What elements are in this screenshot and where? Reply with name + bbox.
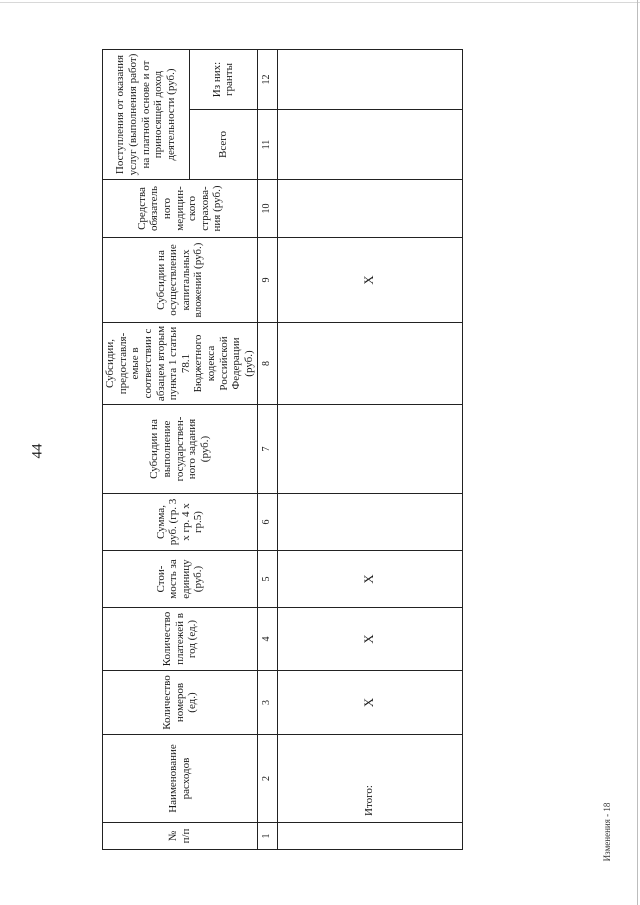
col-number: 10: [257, 180, 277, 238]
total-empty-num: [277, 823, 462, 850]
header-unit-cost: Стои-мость за единицу (руб.): [103, 551, 258, 608]
col-number: 8: [257, 323, 277, 405]
col-number: 4: [257, 608, 277, 671]
header-payments-per-year: Количество платежей в год (ед.): [103, 608, 258, 671]
footer-changes-note: Изменения - 18: [602, 802, 612, 862]
total-paid-services-total: [277, 110, 462, 180]
header-room-count: Количество номеров (ед.): [103, 671, 258, 735]
header-state-task-subsidy: Субсидии на выполнение государствен-ного задания (руб.): [103, 405, 258, 494]
total-medical-insurance: [277, 180, 462, 238]
header-grants: Из них: гранты: [190, 49, 258, 109]
header-row-1: [103, 49, 190, 849]
col-number: 1: [257, 823, 277, 850]
total-label: Итого:: [277, 735, 462, 823]
header-medical-insurance: Средства обязатель ного медицин-ского страхова-ния (руб.): [103, 180, 258, 238]
total-article-subsidy: [277, 323, 462, 405]
header-capital-subsidy: Субсидии на осуществление капитальных вложений (руб.): [103, 238, 258, 323]
total-room-count: X: [277, 671, 462, 735]
header-article-subsidy: Субсидии, предоставля-емые в соответствии с абзацем вторым пункта 1 статьи 78.1 Бюджетного кодекса Российской Федерации (руб.): [103, 323, 258, 405]
total-capital-subsidy: X: [277, 238, 462, 323]
header-sum: Сумма, руб. (гр. 3 х гр. 4 х гр.5): [103, 494, 258, 551]
header-paid-services: Поступления от оказания услуг (выполнения работ) на платной основе и от приносящей доход деятельности (руб.): [103, 49, 190, 179]
col-number: 7: [257, 405, 277, 494]
col-number: 9: [257, 238, 277, 323]
total-row: [277, 49, 462, 849]
page-number: 44: [29, 443, 46, 459]
total-grants: [277, 49, 462, 109]
col-number: 5: [257, 551, 277, 608]
col-number: 3: [257, 671, 277, 735]
col-number: 2: [257, 735, 277, 823]
total-unit-cost: X: [277, 551, 462, 608]
budget-table: [102, 49, 463, 850]
rotated-table-container: [102, 50, 449, 850]
col-number: 11: [257, 110, 277, 180]
scan-edge-top: [0, 2, 640, 3]
total-state-task-subsidy: [277, 405, 462, 494]
total-payments-per-year: X: [277, 608, 462, 671]
total-sum: [277, 494, 462, 551]
column-number-row: [257, 49, 277, 849]
header-total: Всего: [190, 110, 258, 180]
col-number: 12: [257, 49, 277, 109]
col-number: 6: [257, 494, 277, 551]
scan-edge-right: [637, 0, 638, 905]
header-expense-name: Наименование расходов: [103, 735, 258, 823]
header-num: № п/п: [103, 823, 258, 850]
